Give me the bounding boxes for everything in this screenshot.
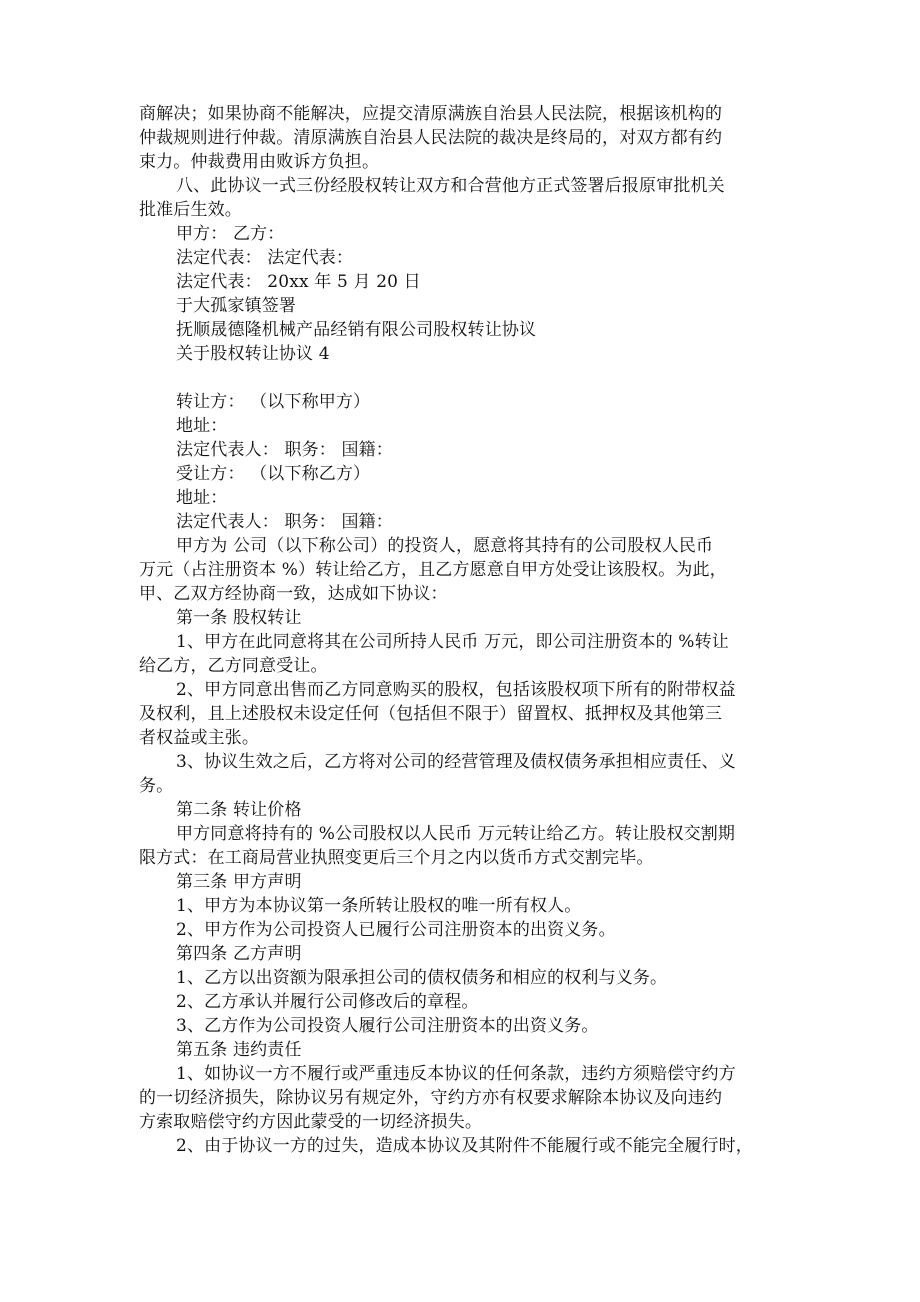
section-title-line: 关于股权转让协议 4: [176, 344, 330, 364]
text-line: 限方式：在工商局营业执照变更后三个月之内以货币方式交割完毕。: [139, 848, 654, 868]
text-line: 1、甲方在此同意将其在公司所持人民币 万元，即公司注册资本的 %转让: [176, 632, 729, 652]
text-line: 甲方同意将持有的 %公司股权以人民币 万元转让给乙方。转让股权交割期: [176, 824, 736, 844]
party-line: 地址：: [176, 488, 228, 508]
text-line: 务。: [139, 776, 174, 796]
blank-line: [139, 366, 789, 390]
signature-line: 甲方： 乙方：: [176, 224, 285, 244]
party-line: 受让方： （以下称乙方）: [176, 464, 371, 484]
text-line: 的一切经济损失，除协议另有规定外，守约方亦有权要求解除本协议及向违约: [139, 1088, 723, 1108]
text-line: 2、甲方作为公司投资人已履行公司注册资本的出资义务。: [176, 920, 616, 940]
text-line: 商解决；如果协商不能解决，应提交清原满族自治县人民法院，根据该机构的: [139, 104, 723, 124]
text-line: 及权利，且上述股权未设定任何（包括但不限于）留置权、抵押权及其他第三: [139, 704, 723, 724]
text-line: 1、乙方以出资额为限承担公司的债权债务和相应的权利与义务。: [176, 968, 668, 988]
text-line: 2、甲方同意出售而乙方同意购买的股权，包括该股权项下所有的附带权益: [176, 680, 736, 700]
text-line: 3、协议生效之后，乙方将对公司的经营管理及债权债务承担相应责任、义: [176, 752, 736, 772]
party-line: 地址：: [176, 416, 228, 436]
party-line: 转让方： （以下称甲方）: [176, 392, 371, 412]
article-heading: 第五条 违约责任: [176, 1040, 302, 1060]
article-heading: 第三条 甲方声明: [176, 872, 302, 892]
signature-line: 法定代表： 法定代表：: [176, 248, 354, 268]
text-line: 万元（占注册资本 %）转让给乙方，且乙方愿意自甲方处受让该股权。为此，: [139, 560, 727, 580]
party-line: 法定代表人： 职务： 国籍：: [176, 512, 393, 532]
article-heading: 第四条 乙方声明: [176, 944, 302, 964]
text-line: 甲、乙双方经协商一致，达成如下协议：: [139, 584, 448, 604]
document-body: [139, 102, 789, 1158]
party-line: 法定代表人： 职务： 国籍：: [176, 440, 393, 460]
text-line: 1、如协议一方不履行或严重违反本协议的任何条款，违约方须赔偿守约方: [176, 1064, 736, 1084]
document-title-line: 抚顺晟德隆机械产品经销有限公司股权转让协议: [176, 320, 537, 340]
text-line: 2、乙方承认并履行公司修改后的章程。: [176, 992, 479, 1012]
text-line: 者权益或主张。: [139, 728, 260, 748]
text-line: 仲裁规则进行仲裁。清原满族自治县人民法院的裁决是终局的，对双方都有约: [139, 128, 723, 148]
signature-date-line: 法定代表： 20xx 年 5 月 20 日: [176, 272, 421, 292]
text-line: 甲方为 公司（以下称公司）的投资人，愿意将其持有的公司股权人民币: [176, 536, 714, 556]
text-line: 2、由于协议一方的过失，造成本协议及其附件不能履行或不能完全履行时，: [176, 1136, 753, 1156]
article-heading: 第一条 股权转让: [176, 608, 302, 628]
text-line: 批准后生效。: [139, 200, 242, 220]
signing-place-line: 于大孤家镇签署: [176, 296, 297, 316]
text-line: 1、甲方为本协议第一条所转让股权的唯一所有权人。: [176, 896, 582, 916]
text-line: 3、乙方作为公司投资人履行公司注册资本的出资义务。: [176, 1016, 599, 1036]
text-line: 束力。仲裁费用由败诉方负担。: [139, 152, 380, 172]
text-line: 八、此协议一式三份经股权转让双方和合营他方正式签署后报原审批机关: [176, 176, 725, 196]
article-heading: 第二条 转让价格: [176, 800, 302, 820]
text-line: 给乙方，乙方同意受让。: [139, 656, 328, 676]
text-line: 方索取赔偿守约方因此蒙受的一切经济损失。: [139, 1112, 482, 1132]
